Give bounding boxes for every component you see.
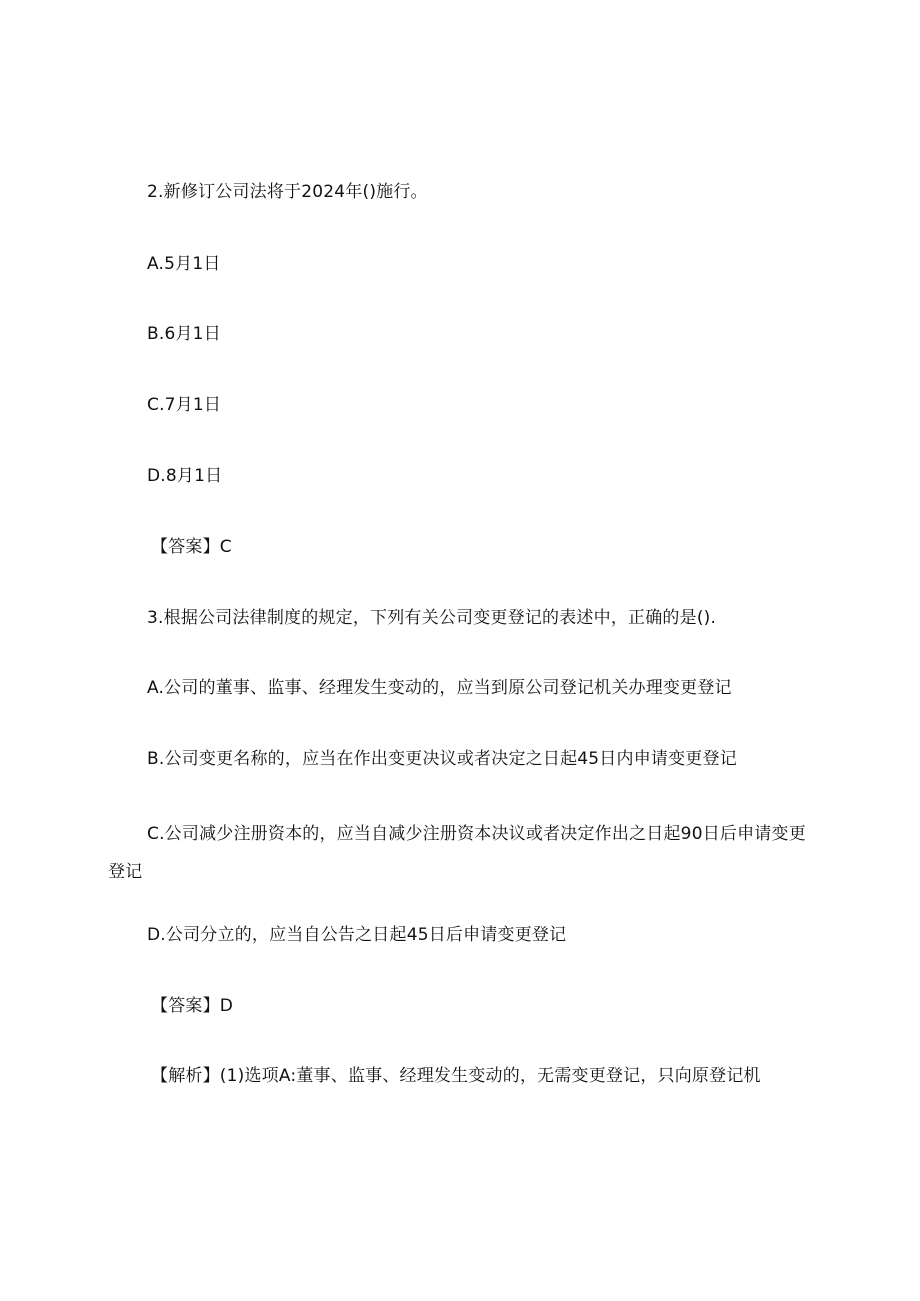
q2-option-b: B.6月1日 xyxy=(147,324,221,344)
q3-option-c: C.公司减少注册资本的，应当自减少注册资本决议或者决定作出之日起90日后申请变更登记 xyxy=(108,824,806,882)
q3-answer: 【答案】D xyxy=(151,996,234,1016)
question-3-text: 3.根据公司法律制度的规定，下列有关公司变更登记的表述中，正确的是(). xyxy=(147,608,717,628)
q2-answer: 【答案】C xyxy=(151,537,232,557)
q2-option-a: A.5月1日 xyxy=(147,254,221,274)
q3-option-a: A.公司的董事、监事、经理发生变动的，应当到原公司登记机关办理变更登记 xyxy=(147,678,732,698)
q3-analysis: 【解析】(1)选项A:董事、监事、经理发生变动的，无需变更登记，只向原登记机 xyxy=(151,1066,761,1086)
q3-option-d: D.公司分立的，应当自公告之日起45日后申请变更登记 xyxy=(147,925,567,945)
q2-option-d: D.8月1日 xyxy=(147,466,223,486)
question-2-text: 2.新修订公司法将于2024年()施行。 xyxy=(147,182,428,202)
q3-option-b: B.公司变更名称的，应当在作出变更决议或者决定之日起45日内申请变更登记 xyxy=(147,749,737,769)
q2-option-c: C.7月1日 xyxy=(147,395,222,415)
